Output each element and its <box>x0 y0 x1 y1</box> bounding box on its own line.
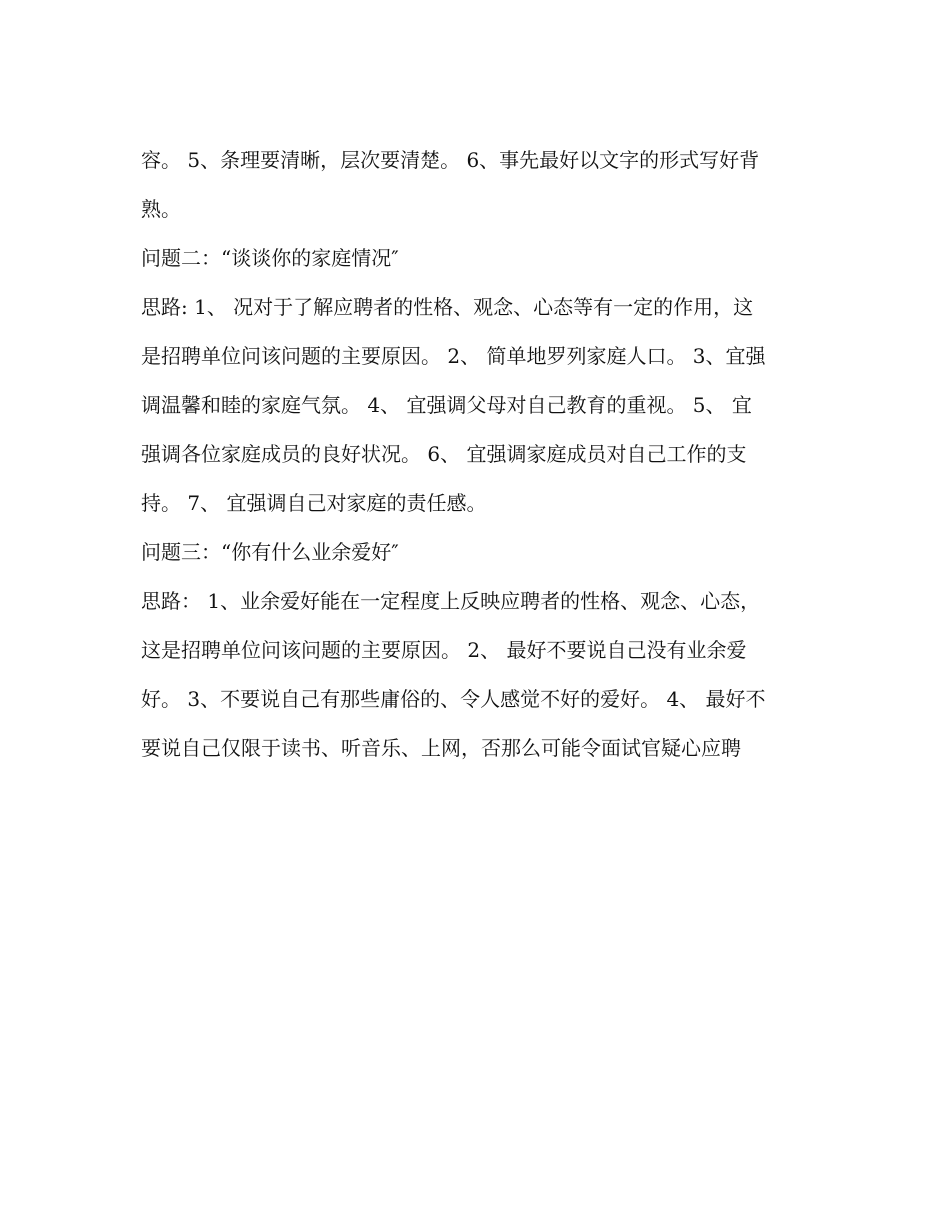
text-line: 熟。 <box>141 197 181 221</box>
text-line: 容。 5、条理要清晰，层次要清楚。 6、事先最好以文字的形式写好背 <box>141 148 760 172</box>
question-heading: 问题二：“谈谈你的家庭情况″ <box>141 246 399 270</box>
text-line: 调温馨和睦的家庭气氛。 4、 宜强调父母对自己教育的重视。 5、 宜 <box>141 393 752 417</box>
text-line: 思路: 1、 况对于了解应聘者的性格、观念、心态等有一定的作用，这 <box>141 295 754 319</box>
question-heading: 问题三：“你有什么业余爱好″ <box>141 540 399 564</box>
text-line: 这是招聘单位问该问题的主要原因。 2、 最好不要说自己没有业余爱 <box>141 638 747 662</box>
text-line: 思路： 1、业余爱好能在一定程度上反映应聘者的性格、观念、心态， <box>141 589 761 613</box>
text-line: 是招聘单位问该问题的主要原因。 2、 简单地罗列家庭人口。 3、宜强 <box>141 344 766 368</box>
document-body <box>141 136 821 773</box>
text-line: 持。 7、 宜强调自己对家庭的责任感。 <box>141 491 487 515</box>
text-line: 强调各位家庭成员的良好状况。 6、 宜强调家庭成员对自己工作的支 <box>141 442 747 466</box>
text-line: 要说自己仅限于读书、听音乐、上网，否那么可能令面试官疑心应聘 <box>141 736 741 760</box>
text-line: 好。 3、不要说自己有那些庸俗的、令人感觉不好的爱好。 4、 最好不 <box>141 687 766 711</box>
